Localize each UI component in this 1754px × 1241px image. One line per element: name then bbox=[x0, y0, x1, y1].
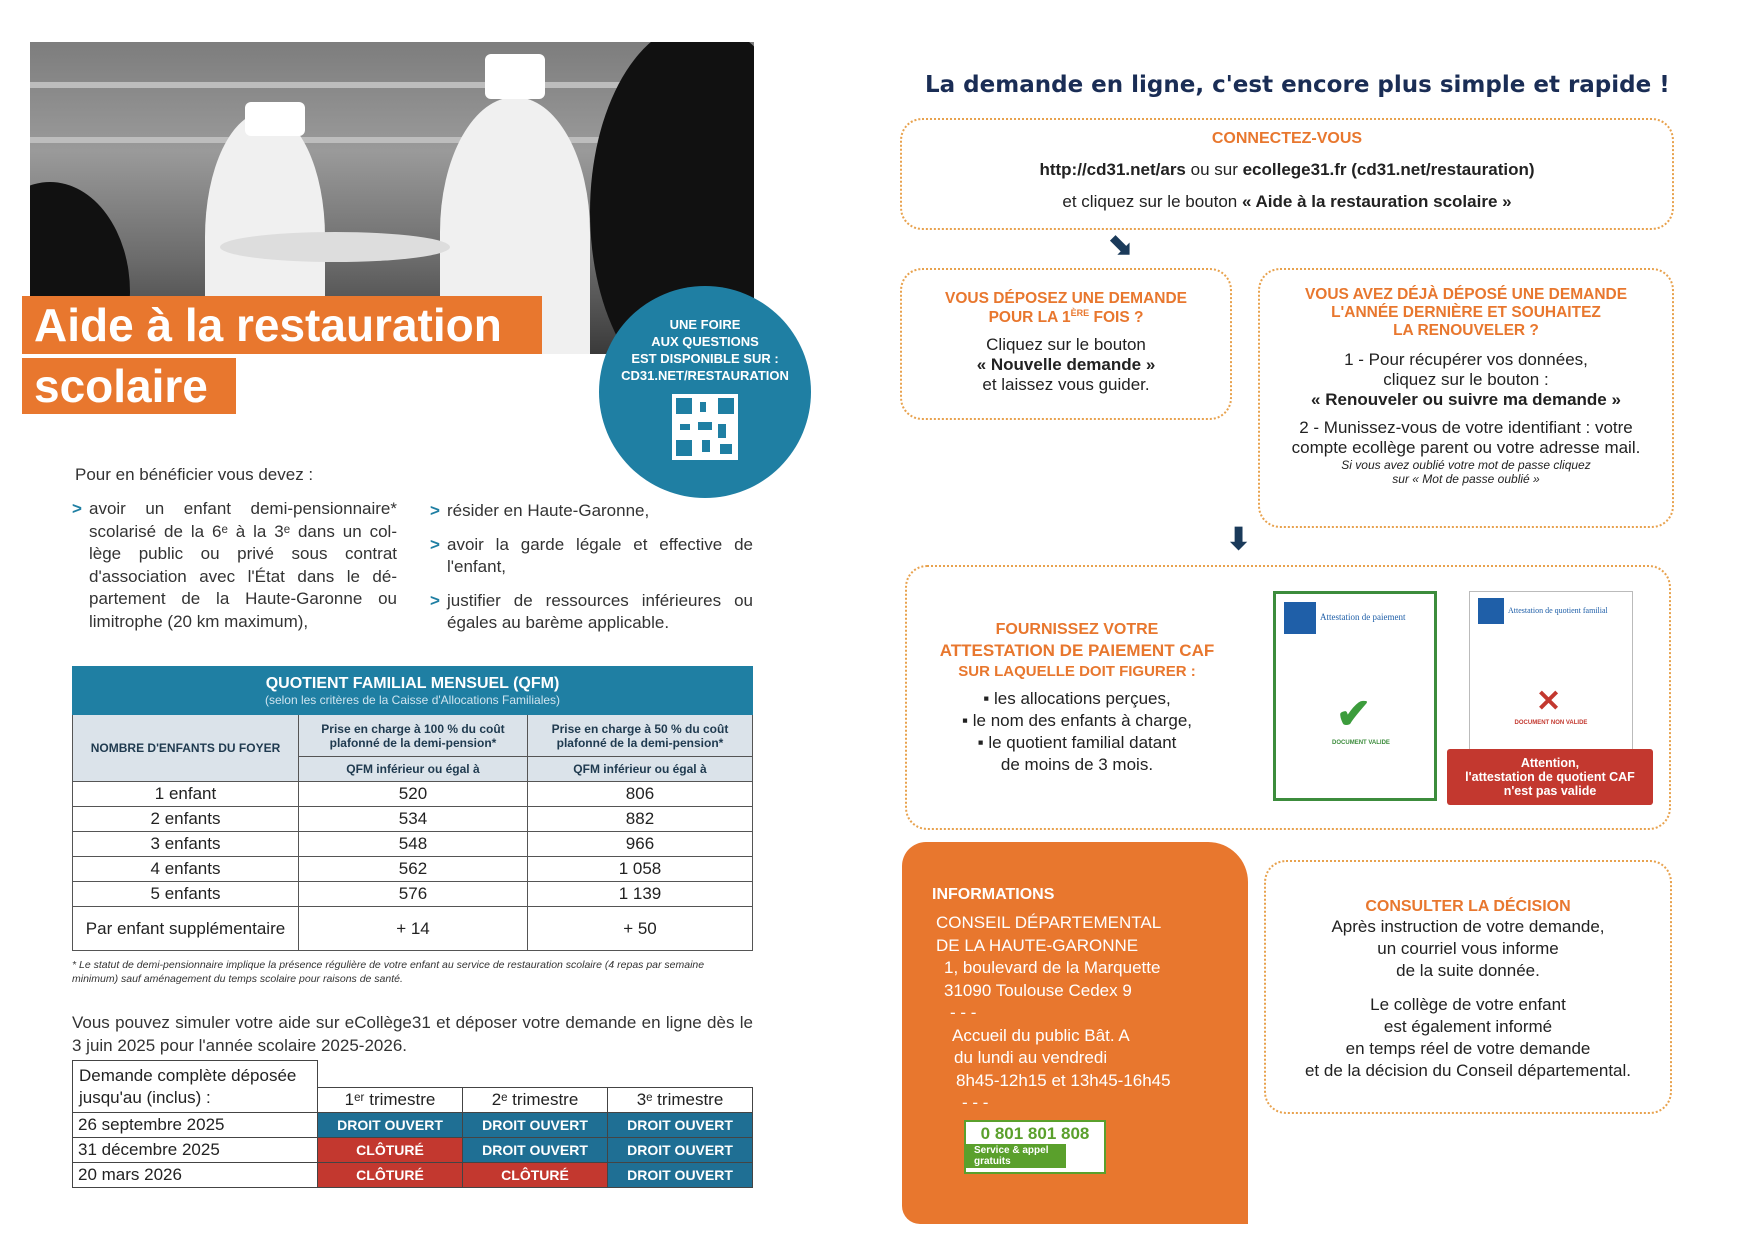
doc-status: DOCUMENT VALIDE bbox=[1332, 740, 1390, 746]
page-title-line1: Aide à la restauration bbox=[22, 296, 542, 354]
list-item bbox=[430, 590, 753, 635]
renew-title: VOUS AVEZ DÉJÀ DÉPOSÉ UNE DEMANDE bbox=[1304, 286, 1628, 303]
cross-icon: ✕ bbox=[1536, 685, 1562, 718]
invalid-document-image bbox=[1469, 591, 1633, 751]
list-item bbox=[430, 500, 753, 523]
cell-value: 806 bbox=[527, 782, 752, 807]
cell-value: 576 bbox=[299, 882, 528, 907]
info-line: 1, boulevard de la Marquette bbox=[944, 958, 1161, 977]
caf-item: ▪ le quotient familial datant de moins de 3 mois. bbox=[977, 733, 1177, 774]
status-badge: DROIT OUVERT bbox=[463, 1113, 608, 1138]
simulate-text: Vous pouvez simuler votre aide sur eCollège31 et déposer votre demande en ligne dès le 3 juin 2025 pour l'année scolaire 2025-2026. bbox=[72, 1013, 753, 1055]
renew-step: cliquez sur le bouton : bbox=[1383, 370, 1549, 389]
decision-line: et de la décision du Conseil départemental. bbox=[1304, 1061, 1632, 1080]
status-badge: DROIT OUVERT bbox=[463, 1138, 608, 1163]
renew-title: L'ANNÉE DERNIÈRE ET SOUHAITEZ bbox=[1331, 304, 1601, 321]
table-row bbox=[73, 832, 753, 857]
condition-text: justifier de ressources inférieures ou égales au barème applicable. bbox=[447, 590, 753, 632]
intro-text: Pour en bénéficier vous devez : bbox=[75, 465, 314, 484]
url-link[interactable]: ecollege31.fr (cd31.net/restauration) bbox=[1242, 160, 1535, 179]
condition-text: avoir la garde légale et effective de l'enfant, bbox=[447, 534, 753, 576]
periods-header: Demande complète déposée jusqu'au (inclus) : bbox=[73, 1061, 318, 1113]
status-badge: DROIT OUVERT bbox=[318, 1113, 463, 1138]
renew-step: 2 - Munissez-vous de votre identifiant : votre bbox=[1299, 418, 1633, 437]
info-line: 8h45-12h15 et 13h45-16h45 bbox=[956, 1070, 1171, 1090]
info-line: 31090 Toulouse Cedex 9 bbox=[944, 980, 1132, 1000]
table-row bbox=[73, 907, 753, 951]
faq-badge[interactable] bbox=[599, 286, 811, 498]
table-row bbox=[73, 857, 753, 882]
col-header-100: Prise en charge à 100 % du coût plafonné de la demi-pension* bbox=[299, 715, 528, 757]
phone-badge[interactable] bbox=[964, 1120, 1106, 1174]
qfm-header bbox=[73, 667, 753, 715]
first-request-box bbox=[900, 268, 1232, 420]
list-item bbox=[72, 498, 397, 633]
info-sep: - - - bbox=[950, 1003, 977, 1022]
status-badge: DROIT OUVERT bbox=[608, 1138, 753, 1163]
decision-line: Le collège de votre enfant bbox=[1370, 995, 1566, 1014]
caf-box bbox=[905, 565, 1671, 830]
first-title: POUR LA 1 bbox=[988, 309, 1071, 327]
cell-value: 966 bbox=[527, 832, 752, 857]
right-heading: La demande en ligne, c'est encore plus simple et rapide ! bbox=[925, 72, 1670, 98]
col-trimestre-1: 1ᵉʳ trimestre bbox=[318, 1087, 463, 1113]
cell-value: + 50 bbox=[527, 907, 752, 951]
periods-table bbox=[72, 1060, 753, 1188]
table-row bbox=[73, 807, 753, 832]
cell-value: 882 bbox=[527, 807, 752, 832]
connect-box bbox=[900, 118, 1674, 230]
info-line: Accueil du public Bât. A bbox=[952, 1025, 1130, 1045]
faq-line: EST DISPONIBLE SUR : bbox=[631, 351, 779, 366]
cell-value: 548 bbox=[299, 832, 528, 857]
renew-step: 1 - Pour récupérer vos données, bbox=[1344, 350, 1588, 369]
info-title: INFORMATIONS bbox=[932, 886, 1055, 903]
decision-title: CONSULTER LA DÉCISION bbox=[1365, 898, 1571, 915]
caf-item: ▪ les allocations perçues, bbox=[983, 689, 1171, 708]
col-subheader: QFM inférieur ou égal à bbox=[299, 757, 528, 782]
col-header-children: NOMBRE D'ENFANTS DU FOYER bbox=[73, 715, 299, 782]
col-subheader: QFM inférieur ou égal à bbox=[527, 757, 752, 782]
row-label: 3 enfants bbox=[73, 832, 299, 857]
decision-box bbox=[1264, 860, 1672, 1114]
row-label: 2 enfants bbox=[73, 807, 299, 832]
decision-line: est également informé bbox=[1383, 1017, 1553, 1036]
qr-code-icon[interactable] bbox=[672, 394, 738, 460]
faq-url: CD31.NET/RESTAURATION bbox=[621, 368, 789, 383]
period-date: 20 mars 2026 bbox=[73, 1163, 318, 1188]
connect-text: et cliquez sur le bouton bbox=[1062, 192, 1242, 211]
col-header-50: Prise en charge à 50 % du coût plafonné de la demi-pension* bbox=[527, 715, 752, 757]
col-trimestre-3: 3ᵉ trimestre bbox=[608, 1087, 753, 1113]
warning-banner: Attention, l'attestation de quotient CAF n'est pas valide bbox=[1447, 749, 1653, 805]
condition-text: résider en Haute-Garonne, bbox=[447, 501, 650, 520]
renew-step: compte ecollège parent ou votre adresse mail. bbox=[1291, 438, 1641, 457]
arrow-down-icon: ⬇ bbox=[1226, 523, 1252, 556]
caf-title: ATTESTATION DE PAIEMENT CAF bbox=[939, 641, 1215, 660]
row-label: Par enfant supplémentaire bbox=[73, 907, 299, 951]
arrow-down-icon: ⬊ bbox=[1108, 229, 1134, 262]
decision-line: Après instruction de votre demande, bbox=[1331, 917, 1605, 936]
url-link[interactable]: http://cd31.net/ars bbox=[1039, 160, 1186, 179]
footnote: * Le statut de demi-pensionnaire implique la présence régulière de votre enfant au service de restauration scolaire (4 repas par semaine minimum) sauf aménagement du temps scolaire pour raisons de santé. bbox=[72, 959, 705, 985]
period-date: 31 décembre 2025 bbox=[73, 1138, 318, 1163]
condition-text: avoir un enfant demi-pensionnaire* scolarisé de la 6ᵉ à la 3ᵉ dans un col-lège public ou privé sous contrat d'association avec l'État dans le dé-partement de la Haute-Garonne ou limitrophe (20 km maximum), bbox=[89, 499, 397, 631]
cell-value: 1 139 bbox=[527, 882, 752, 907]
decision-line: de la suite donnée. bbox=[1396, 961, 1540, 980]
renew-title: LA RENOUVELER ? bbox=[1393, 322, 1539, 339]
status-badge: DROIT OUVERT bbox=[608, 1113, 753, 1138]
table-row bbox=[73, 1163, 753, 1188]
status-badge: CLÔTURÉ bbox=[463, 1163, 608, 1188]
doc-status: DOCUMENT NON VALIDE bbox=[1514, 720, 1588, 726]
cell-value: + 14 bbox=[299, 907, 528, 951]
cell-value: 1 058 bbox=[527, 857, 752, 882]
list-item bbox=[430, 534, 753, 579]
faq-line: UNE FOIRE bbox=[669, 317, 741, 332]
status-badge: CLÔTURÉ bbox=[318, 1138, 463, 1163]
renew-button-label: « Renouveler ou suivre ma demande » bbox=[1311, 390, 1621, 409]
table-row bbox=[73, 1113, 753, 1138]
restauration-button-label: « Aide à la restauration scolaire » bbox=[1241, 192, 1512, 211]
conditions-col1 bbox=[72, 498, 397, 633]
faq-line: AUX QUESTIONS bbox=[651, 334, 759, 349]
info-line: du lundi au vendredi bbox=[954, 1048, 1108, 1067]
conditions-col2 bbox=[430, 500, 753, 635]
table-row bbox=[73, 1138, 753, 1163]
status-badge: CLÔTURÉ bbox=[318, 1163, 463, 1188]
qfm-title: QUOTIENT FAMILIAL MENSUEL (QFM) bbox=[265, 674, 560, 692]
decision-line: un courriel vous informe bbox=[1377, 939, 1559, 958]
cell-value: 520 bbox=[299, 782, 528, 807]
table-row bbox=[73, 882, 753, 907]
info-panel bbox=[902, 842, 1248, 1224]
bullet-icon: > bbox=[430, 534, 440, 554]
cell-value: 534 bbox=[299, 807, 528, 832]
decision-line: en temps réel de votre demande bbox=[1345, 1039, 1591, 1058]
page-title-line2: scolaire bbox=[22, 358, 236, 414]
renew-note: sur « Mot de passe oublié » bbox=[1392, 472, 1540, 486]
caf-title: FOURNISSEZ VOTRE bbox=[995, 621, 1159, 638]
row-label: 5 enfants bbox=[73, 882, 299, 907]
first-title: FOIS ? bbox=[1089, 309, 1144, 327]
row-label: 4 enfants bbox=[73, 857, 299, 882]
doc-title: Attestation de quotient familial bbox=[1508, 606, 1608, 615]
info-line: DE LA HAUTE-GARONNE bbox=[936, 935, 1139, 955]
qfm-subtitle: (selon les critères de la Caisse d'Allocations Familiales) bbox=[264, 692, 561, 707]
doc-title: Attestation de paiement bbox=[1320, 612, 1406, 622]
caf-logo-icon bbox=[1284, 602, 1316, 634]
info-line: CONSEIL DÉPARTEMENTAL bbox=[936, 913, 1162, 932]
table-row bbox=[73, 782, 753, 807]
status-badge: DROIT OUVERT bbox=[608, 1163, 753, 1188]
info-sep: - - - bbox=[962, 1093, 989, 1112]
connect-title: CONNECTEZ-VOUS bbox=[1211, 130, 1363, 147]
bullet-icon: > bbox=[430, 501, 440, 520]
col-trimestre-2: 2ᵉ trimestre bbox=[463, 1087, 608, 1113]
valid-document-image bbox=[1273, 591, 1437, 801]
renew-note: Si vous avez oublié votre mot de passe cliquez bbox=[1341, 458, 1591, 472]
qfm-table bbox=[72, 666, 753, 951]
caf-item: ▪ le nom des enfants à charge, bbox=[962, 711, 1192, 730]
new-request-button-label: « Nouvelle demande » bbox=[976, 355, 1156, 375]
connect-ou: ou sur bbox=[1185, 160, 1243, 179]
caf-title: SUR LAQUELLE DOIT FIGURER : bbox=[958, 663, 1196, 680]
first-title-sup: ÈRE bbox=[1070, 308, 1090, 318]
renew-box bbox=[1258, 268, 1674, 528]
bullet-icon: > bbox=[430, 590, 440, 610]
phone-number: 0 801 801 808 bbox=[980, 1124, 1090, 1143]
caf-logo-icon bbox=[1478, 598, 1504, 624]
first-text: et laissez vous guider. bbox=[982, 375, 1150, 395]
first-text: Cliquez sur le bouton bbox=[986, 335, 1146, 355]
row-label: 1 enfant bbox=[73, 782, 299, 807]
bullet-icon: > bbox=[72, 499, 82, 518]
period-date: 26 septembre 2025 bbox=[73, 1113, 318, 1138]
check-icon: ✔ bbox=[1336, 690, 1372, 737]
phone-note: Service & appel gratuits bbox=[966, 1144, 1066, 1168]
first-title: VOUS DÉPOSEZ UNE DEMANDE bbox=[944, 290, 1187, 307]
cell-value: 562 bbox=[299, 857, 528, 882]
